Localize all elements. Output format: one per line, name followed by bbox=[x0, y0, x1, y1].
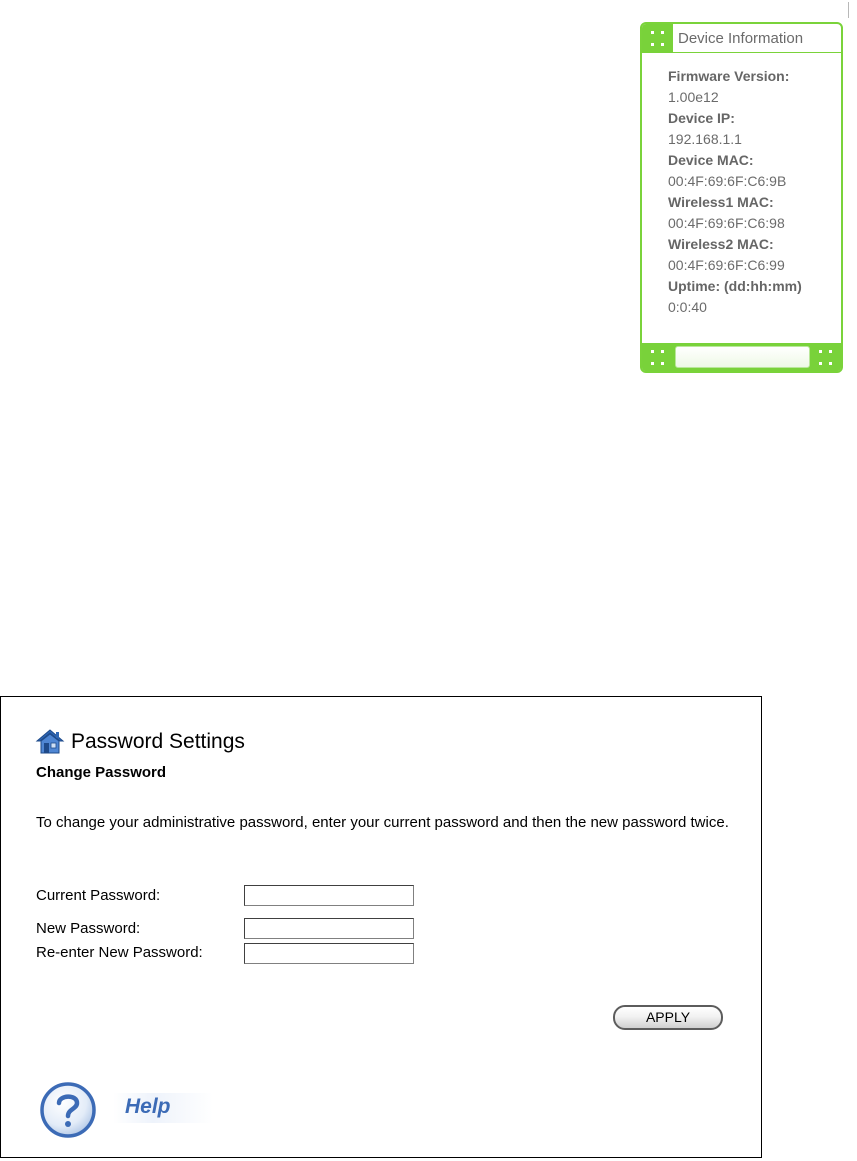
current-password-input[interactable] bbox=[244, 885, 414, 906]
device-mac-value: 00:4F:69:6F:C6:9B bbox=[668, 173, 787, 189]
device-mac-label: Device MAC: bbox=[668, 152, 754, 168]
device-ip-label: Device IP: bbox=[668, 110, 735, 126]
wireless1-mac-label: Wireless1 MAC: bbox=[668, 194, 774, 210]
reenter-password-input[interactable] bbox=[244, 943, 414, 964]
scroll-edge bbox=[848, 2, 849, 18]
page-title-row bbox=[35, 727, 245, 757]
wireless2-mac-value: 00:4F:69:6F:C6:99 bbox=[668, 257, 785, 273]
device-ip-value: 192.168.1.1 bbox=[668, 131, 742, 147]
help-link[interactable] bbox=[39, 1081, 219, 1141]
device-info-panel bbox=[640, 22, 843, 373]
new-password-input[interactable] bbox=[244, 918, 414, 939]
uptime-value: 0:0:40 bbox=[668, 299, 707, 315]
device-info-footer bbox=[642, 343, 841, 371]
device-info-header bbox=[642, 24, 841, 53]
divider bbox=[673, 52, 841, 53]
password-settings-panel bbox=[0, 696, 762, 1158]
help-label[interactable]: Help bbox=[125, 1095, 171, 1118]
firmware-version-value: 1.00e12 bbox=[668, 89, 719, 105]
uptime-label: Uptime: (dd:hh:mm) bbox=[668, 278, 802, 294]
instructions-text: To change your administrative password, enter your current password and then the new password twice. bbox=[36, 814, 729, 831]
reenter-password-label: Re-enter New Password: bbox=[36, 944, 203, 961]
section-heading: Change Password bbox=[36, 764, 167, 781]
help-icon bbox=[39, 1081, 97, 1139]
firmware-version-label: Firmware Version: bbox=[668, 68, 790, 84]
device-info-body bbox=[668, 66, 838, 318]
footer-slot bbox=[675, 346, 810, 368]
grip-icon bbox=[810, 343, 841, 371]
apply-button[interactable]: APPLY bbox=[613, 1005, 723, 1030]
new-password-label: New Password: bbox=[36, 920, 141, 937]
page-title: Password Settings bbox=[71, 730, 245, 753]
wireless2-mac-label: Wireless2 MAC: bbox=[668, 236, 774, 252]
wireless1-mac-value: 00:4F:69:6F:C6:98 bbox=[668, 215, 785, 231]
device-info-title: Device Information bbox=[678, 30, 804, 47]
home-icon bbox=[35, 728, 65, 756]
current-password-label: Current Password: bbox=[36, 887, 161, 904]
grip-icon bbox=[642, 24, 673, 53]
grip-icon bbox=[642, 343, 673, 371]
